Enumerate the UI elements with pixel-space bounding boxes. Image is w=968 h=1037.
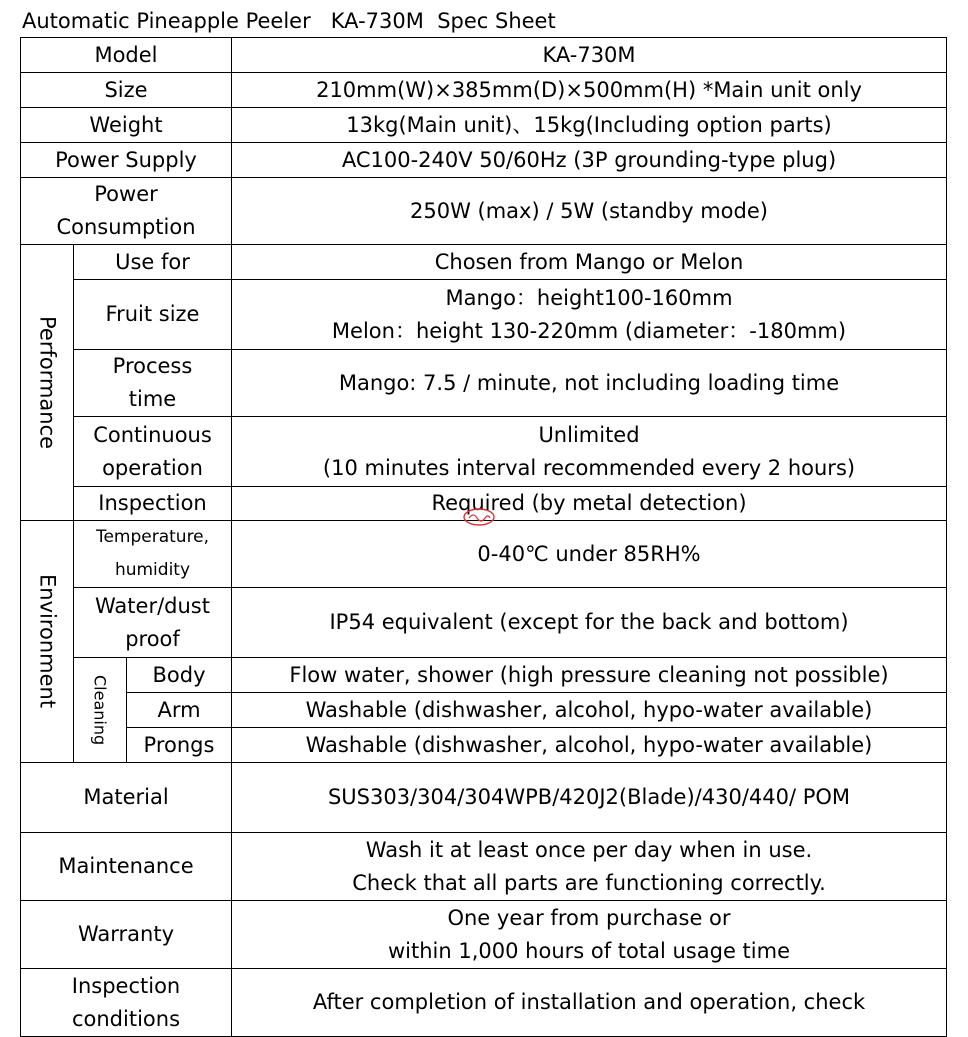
cleaning-group-label: Cleaning [74,658,127,763]
cleaning-body-label: Body [127,658,232,693]
fruit-size-value-line2: Melon：height 130-220mm (diameter：-180mm) [331,318,847,343]
water-dust-value: IP54 equivalent (except for the back and bottom) [232,588,947,658]
warranty-label: Warranty [21,901,232,969]
row-size [21,73,947,108]
row-warranty [21,901,947,969]
row-water-dust [21,588,947,658]
inspection-conditions-value: After completion of installation and operation, check [232,969,947,1037]
inspection-conditions-label-line2: conditions [71,1006,181,1031]
inspection-value: Required (by metal detection) [232,487,947,521]
water-dust-label-line2: proof [125,626,180,651]
use-for-value: Chosen from Mango or Melon [232,245,947,280]
row-power-supply [21,143,947,178]
water-dust-label-line1: Water/dust [95,593,210,618]
warranty-value-line2: within 1,000 hours of total usage time [388,938,790,963]
model-label: Model [21,38,232,73]
cleaning-arm-label: Arm [127,693,232,728]
row-fruit-size [21,280,947,350]
power-supply-value: AC100-240V 50/60Hz (3P grounding-type plug) [232,143,947,178]
process-time-label-line2: time [128,387,177,411]
temperature-label [74,521,232,588]
warranty-value-line1: One year from purchase or [447,905,731,930]
water-dust-label [74,588,232,658]
size-value: 210mm(W)×385mm(D)×500mm(H) *Main unit only [232,73,947,108]
continuous-value [232,417,947,487]
power-supply-label: Power Supply [21,143,232,178]
cleaning-body-value: Flow water, shower (high pressure cleaning not possible) [232,658,947,693]
row-use-for [21,245,947,280]
weight-label: Weight [21,108,232,143]
continuous-label-line1: Continuous [93,422,212,447]
process-time-value: Mango: 7.5 / minute, not including loading time [232,350,947,417]
process-time-label [74,350,232,417]
inspection-conditions-label-line1: Inspection [71,973,181,998]
continuous-value-line2: (10 minutes interval recommended every 2 hours) [322,455,856,480]
performance-group-label: Performance [21,245,74,521]
row-temperature-humidity [21,521,947,588]
temperature-label-line2: humidity [114,560,191,580]
maintenance-value [232,833,947,901]
weight-value: 13kg(Main unit)、15kg(Including option parts) [232,108,947,143]
continuous-label [74,417,232,487]
row-cleaning-arm [21,693,947,728]
power-consumption-value: 250W (max) / 5W (standby mode) [232,178,947,245]
power-consumption-label-line2: Consumption [56,215,196,239]
fruit-size-value [232,280,947,350]
material-value: SUS303/304/304WPB/420J2(Blade)/430/440/ POM [232,763,947,833]
temperature-value: 0-40℃ under 85RH% [232,521,947,588]
row-model [21,38,947,73]
row-continuous-operation [21,417,947,487]
environment-group-label: Environment [21,521,74,763]
cleaning-prongs-value: Washable (dishwasher, alcohol, hypo-water available) [232,728,947,763]
material-label: Material [21,763,232,833]
cleaning-arm-value: Washable (dishwasher, alcohol, hypo-water available) [232,693,947,728]
row-power-consumption [21,178,947,245]
warranty-value [232,901,947,969]
continuous-label-line2: operation [102,455,203,480]
inspection-conditions-label [21,969,232,1037]
process-time-label-line1: Process [112,354,193,378]
spec-table [20,37,947,1037]
page-title: Automatic Pineapple Peeler KA-730M Spec Sheet [22,9,556,33]
row-inspection [21,487,947,521]
row-maintenance [21,833,947,901]
size-label: Size [21,73,232,108]
cleaning-prongs-label: Prongs [127,728,232,763]
power-consumption-label-line1: Power [94,182,158,206]
row-inspection-conditions [21,969,947,1037]
inspection-label: Inspection [74,487,232,521]
temperature-label-line1: Temperature, [95,527,210,547]
fruit-size-label: Fruit size [74,280,232,350]
row-cleaning-body [21,658,947,693]
use-for-label: Use for [74,245,232,280]
maintenance-value-line2: Check that all parts are functioning correctly. [352,870,826,895]
model-value: KA-730M [232,38,947,73]
row-cleaning-prongs [21,728,947,763]
row-weight [21,108,947,143]
continuous-value-line1: Unlimited [538,422,640,447]
row-process-time [21,350,947,417]
maintenance-label: Maintenance [21,833,232,901]
maintenance-value-line1: Wash it at least once per day when in use. [365,837,813,862]
fruit-size-value-line1: Mango：height100-160mm [445,285,733,310]
row-material [21,763,947,833]
power-consumption-label [21,178,232,245]
